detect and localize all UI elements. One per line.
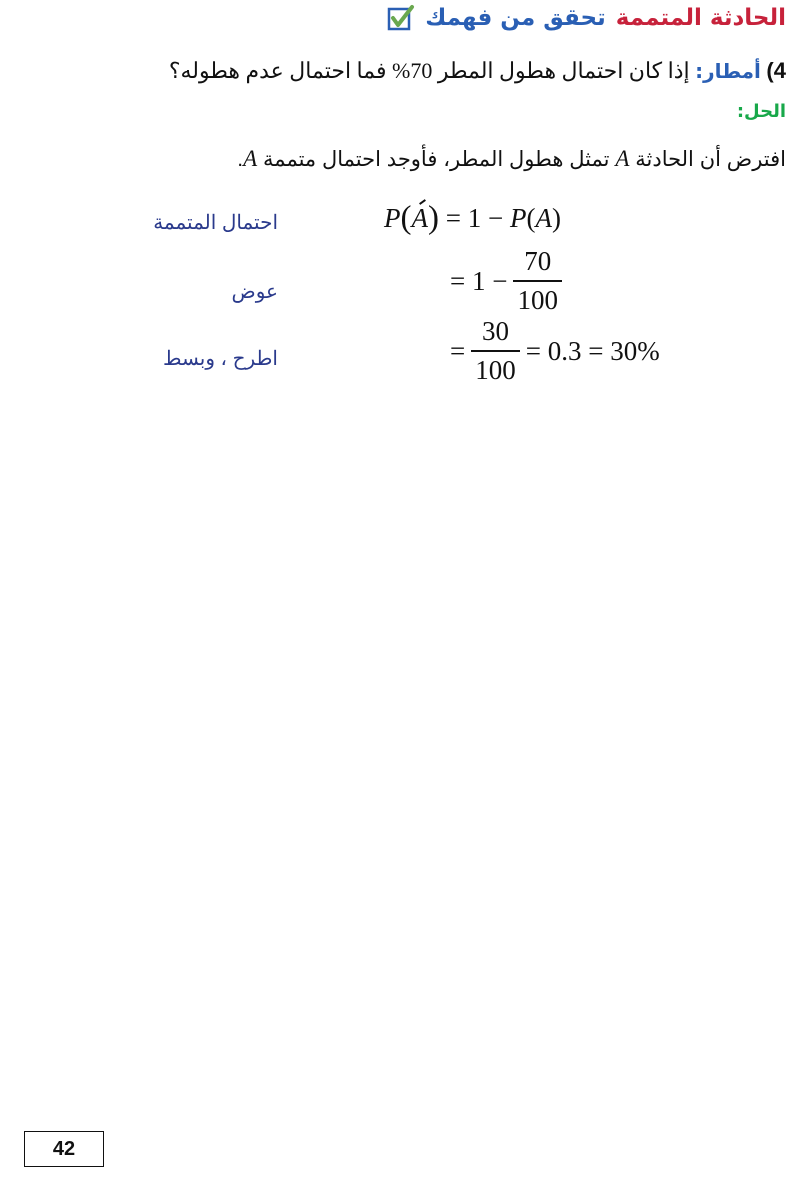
fraction-numerator: 70 — [524, 246, 552, 276]
assume-var-a: A — [615, 146, 630, 171]
section-header — [387, 4, 786, 32]
assume-middle: تمثل هطول المطر، فأوجد احتمال متممة — [263, 148, 610, 171]
fraction-denominator: 100 — [513, 280, 562, 314]
equation-result: = $\frac{30}{100}$ = 0.3 = 30% — [450, 316, 660, 385]
fraction-numerator: 30 — [481, 316, 509, 346]
header-topic: الحادثة المتممة — [615, 5, 786, 31]
equation-substitute: = 1 − $\frac{70}{100}$ — [450, 248, 568, 314]
solution-label: الحل: — [736, 101, 786, 122]
assume-before: افترض أن الحادثة — [635, 148, 786, 171]
question-text: إذا كان احتمال هطول المطر 70% فما احتمال عدم هطوله؟ — [168, 58, 690, 83]
question-line — [14, 58, 786, 84]
assume-var-a-2: A — [243, 146, 258, 171]
step-label-substitute: عوض — [231, 281, 278, 303]
step-label-subtract-simplify: اطرح ، وبسط — [162, 348, 278, 370]
fraction-70-100 — [513, 248, 562, 314]
question-topic: أمطار: — [695, 59, 761, 83]
fraction-30-100 — [471, 318, 520, 384]
question-number: 4) — [766, 58, 786, 83]
page-number: 42 — [24, 1131, 104, 1167]
header-check-understanding: تحقق من فهمك — [425, 5, 606, 31]
result-decimal: 0.3 — [547, 335, 582, 366]
assume-end: . — [237, 148, 244, 171]
step-label-complement: احتمال المتممة — [153, 212, 278, 234]
equation-complement: P ( A ) = 1 − P ( A ) — [384, 200, 561, 236]
fraction-denominator: 100 — [471, 350, 520, 384]
assumption-line — [14, 146, 786, 172]
result-percent: 30% — [610, 335, 660, 366]
checkbox-checked-icon — [387, 4, 415, 32]
